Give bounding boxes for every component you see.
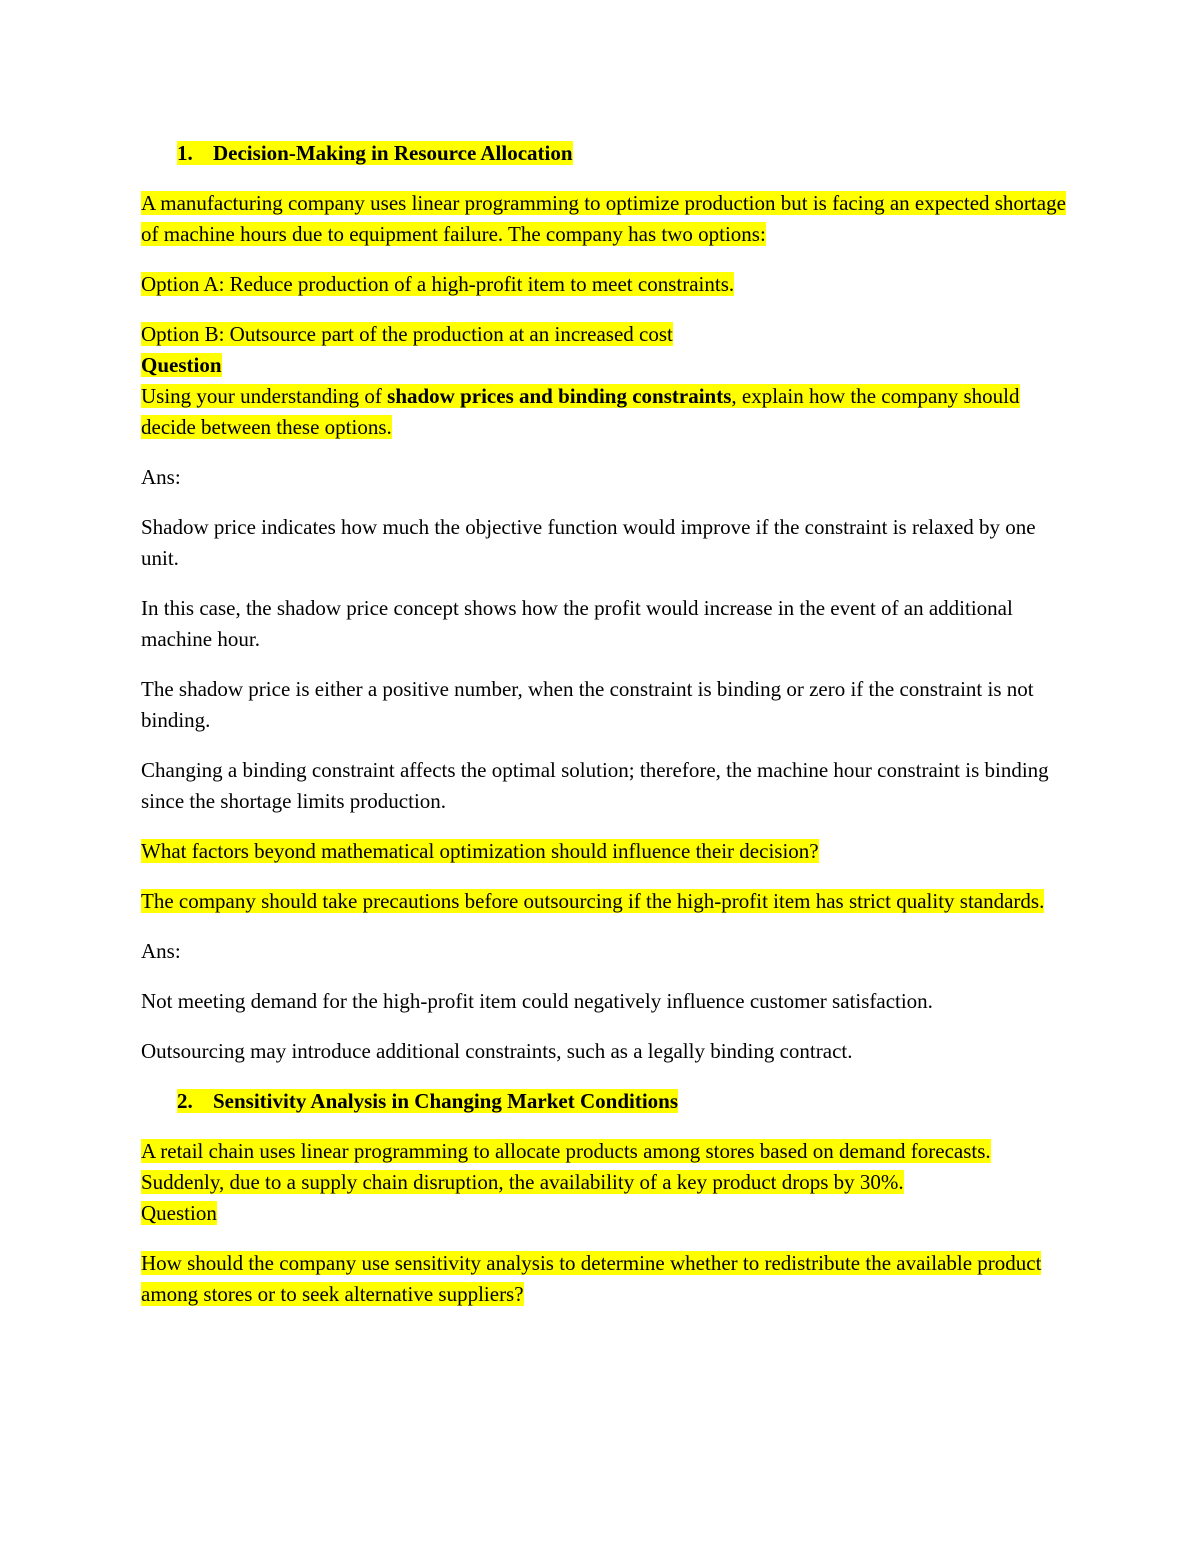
document-page: [141, 138, 1071, 1329]
answer-text: The shadow price is either a positive number, when the constraint is binding or zero if the constraint is not binding.: [141, 677, 1034, 732]
question-2-note: The company should take precautions before outsourcing if the high-profit item has strict quality standards.: [141, 889, 1045, 913]
section-1-number: 1.: [177, 141, 193, 165]
option-b: Option B: Outsource part of the production at an increased cost: [141, 322, 673, 346]
section-2-title: Sensitivity Analysis in Changing Market Conditions: [213, 1089, 679, 1113]
answer-text: Outsourcing may introduce additional constraints, such as a legally binding contract.: [141, 1039, 853, 1063]
question-2: What factors beyond mathematical optimization should influence their decision?: [141, 839, 819, 863]
question-label-1: Question: [141, 353, 222, 377]
section-2-question: How should the company use sensitivity analysis to determine whether to redistribute the available product among stores or to seek alternative suppliers?: [141, 1251, 1042, 1306]
answer-text: In this case, the shadow price concept shows how the profit would increase in the event of an additional machine hour.: [141, 596, 1013, 651]
answer-text: Changing a binding constraint affects the optimal solution; therefore, the machine hour constraint is binding since the shortage limits production.: [141, 758, 1049, 813]
ans-label-1: Ans:: [141, 465, 181, 489]
question-label-2: Question: [141, 1201, 217, 1225]
section-1-title: Decision-Making in Resource Allocation: [213, 141, 573, 165]
section-1-intro: A manufacturing company uses linear programming to optimize production but is facing an expected shortage of machine hours due to equipment failure. The company has two options:: [141, 191, 1066, 246]
ans-label-2: Ans:: [141, 939, 181, 963]
section-2-number: 2.: [177, 1089, 193, 1113]
section-1-heading: [177, 138, 1071, 169]
section-2-intro: A retail chain uses linear programming to allocate products among stores based on demand forecasts. Suddenly, due to a supply chain disruption, the availability of a key product drops by 30%.: [141, 1139, 991, 1194]
question-1: Using your understanding of shadow prices and binding constraints, explain how the company should decide between these options.: [141, 384, 1020, 439]
section-2-heading: [177, 1086, 1071, 1117]
answer-text: Not meeting demand for the high-profit item could negatively influence customer satisfaction.: [141, 989, 933, 1013]
answer-text: Shadow price indicates how much the objective function would improve if the constraint is relaxed by one unit.: [141, 515, 1036, 570]
option-a: Option A: Reduce production of a high-profit item to meet constraints.: [141, 272, 735, 296]
